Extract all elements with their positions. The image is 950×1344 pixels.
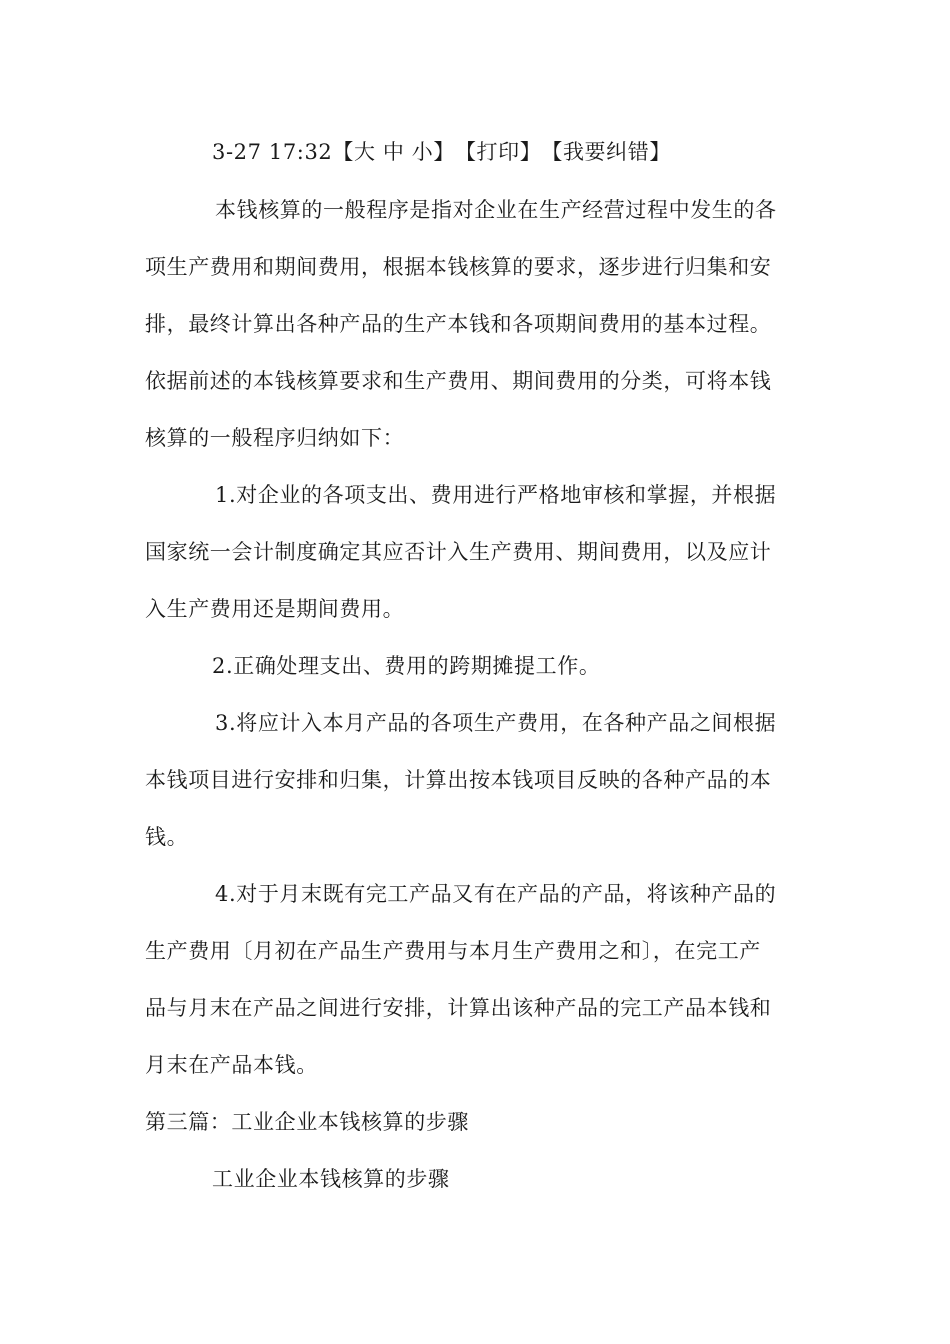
- intro-line: 项生产费用和期间费用，根据本钱核算的要求，逐步进行归集和安: [145, 255, 772, 279]
- step-line: 4.对于月末既有完工产品又有在产品的产品，将该种产品的: [215, 882, 777, 906]
- step-line: 1.对企业的各项支出、费用进行严格地审核和掌握，并根据: [215, 483, 777, 507]
- step-line: 国家统一会计制度确定其应否计入生产费用、期间费用，以及应计: [145, 540, 772, 564]
- step-line: 品与月末在产品之间进行安排，计算出该种产品的完工产品本钱和: [145, 996, 772, 1020]
- font-size-toggle[interactable]: 【大 中 小】: [332, 140, 455, 164]
- timestamp: 3-27 17:32: [212, 140, 333, 164]
- step-line: 月末在产品本钱。: [145, 1053, 318, 1077]
- step-line: 2.正确处理支出、费用的跨期摊提工作。: [212, 654, 601, 678]
- step-line: 本钱项目进行安排和归集，计算出按本钱项目反映的各种产品的本: [145, 768, 772, 792]
- step-line: 3.将应计入本月产品的各项生产费用，在各种产品之间根据: [215, 711, 777, 735]
- section-subtitle: 工业企业本钱核算的步骤: [212, 1167, 450, 1191]
- report-error-link[interactable]: 【我要纠错】: [541, 140, 671, 164]
- step-line: 生产费用〔月初在产品生产费用与本月生产费用之和〕，在完工产: [145, 939, 761, 963]
- article-meta-row: [212, 138, 671, 166]
- intro-line: 排，最终计算出各种产品的生产本钱和各项期间费用的基本过程。: [145, 312, 772, 336]
- intro-line: 核算的一般程序归纳如下：: [145, 426, 405, 450]
- intro-line: 本钱核算的一般程序是指对企业在生产经营过程中发生的各: [215, 198, 777, 222]
- print-link[interactable]: 【打印】: [454, 140, 542, 164]
- intro-line: 依据前述的本钱核算要求和生产费用、期间费用的分类，可将本钱: [145, 369, 772, 393]
- step-line: 钱。: [145, 825, 189, 849]
- section-heading: 第三篇：工业企业本钱核算的步骤: [145, 1110, 469, 1134]
- step-line: 入生产费用还是期间费用。: [145, 597, 405, 621]
